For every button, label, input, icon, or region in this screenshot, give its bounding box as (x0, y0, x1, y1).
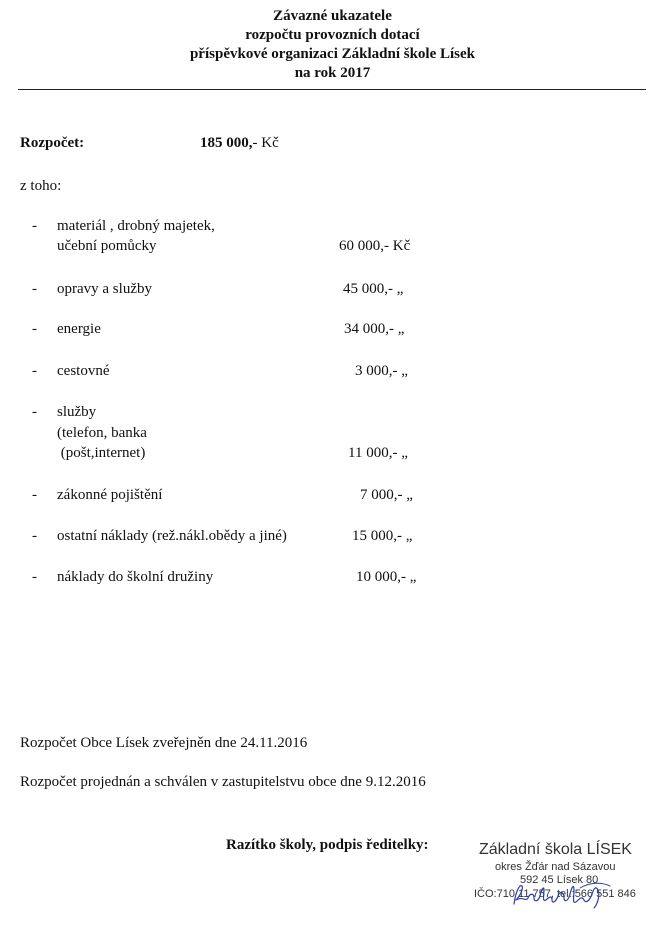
item-label: zákonné pojištění (57, 487, 163, 503)
item-amount: 11 000,- „ (348, 445, 408, 461)
item-label: služby (57, 404, 97, 420)
list-bullet: - (32, 404, 37, 420)
item-amount: 3 000,- „ (355, 363, 408, 379)
item-label: náklady do školní družiny (57, 569, 214, 585)
list-bullet: - (32, 321, 37, 337)
item-label: učební pomůcky (57, 238, 157, 254)
item-amount: 15 000,- „ (352, 528, 413, 544)
list-bullet: - (32, 528, 37, 544)
document-title-line-2: rozpočtu provozních dotací (245, 27, 420, 43)
approved-note: Rozpočet projednán a schválen v zastupitelstvu obce dne 9.12.2016 (20, 774, 426, 790)
list-bullet: - (32, 487, 37, 503)
list-bullet: - (32, 569, 37, 585)
stamp-contact: IČO:710 11 757, tel.:566 551 846 (474, 888, 636, 900)
list-bullet: - (32, 281, 37, 297)
document-title-line-1: Závazné ukazatele (273, 8, 392, 24)
budget-currency: - Kč (252, 135, 279, 151)
list-bullet: - (32, 363, 37, 379)
item-label: cestovné (57, 363, 110, 379)
item-amount: 10 000,- „ (356, 569, 417, 585)
item-amount: 7 000,- „ (360, 487, 413, 503)
document-title-line-3: příspěvkové organizaci Základní škole Lísek (189, 46, 476, 62)
budget-label: Rozpočet: (20, 135, 85, 151)
header-divider (18, 89, 646, 90)
breakdown-intro: z toho: (20, 178, 62, 194)
item-amount: 45 000,- „ (343, 281, 404, 297)
budget-total (200, 134, 279, 153)
list-bullet: - (32, 218, 37, 234)
stamp-address: 592 45 Lísek 80 (520, 874, 599, 886)
signature-label: Razítko školy, podpis ředitelky: (226, 837, 429, 853)
item-label: ostatní náklady (rež.nákl.obědy a jiné) (57, 528, 287, 544)
handwritten-signature (510, 876, 620, 912)
stamp-district: okres Žďár nad Sázavou (495, 861, 616, 873)
item-label: materiál , drobný majetek, (57, 218, 215, 234)
item-label: opravy a služby (57, 281, 152, 297)
item-amount: 34 000,- „ (344, 321, 405, 337)
item-label: energie (57, 321, 101, 337)
stamp-school-name: Základní škola LÍSEK (479, 841, 632, 858)
published-note: Rozpočet Obce Lísek zveřejněn dne 24.11.2016 (20, 735, 308, 751)
document-title-line-4: na rok 2017 (294, 65, 371, 81)
item-amount: 60 000,- Kč (339, 238, 411, 254)
budget-amount: 185 000, (200, 135, 253, 151)
item-label: (telefon, banka (57, 425, 147, 441)
item-label: (pošt,internet) (57, 445, 146, 461)
